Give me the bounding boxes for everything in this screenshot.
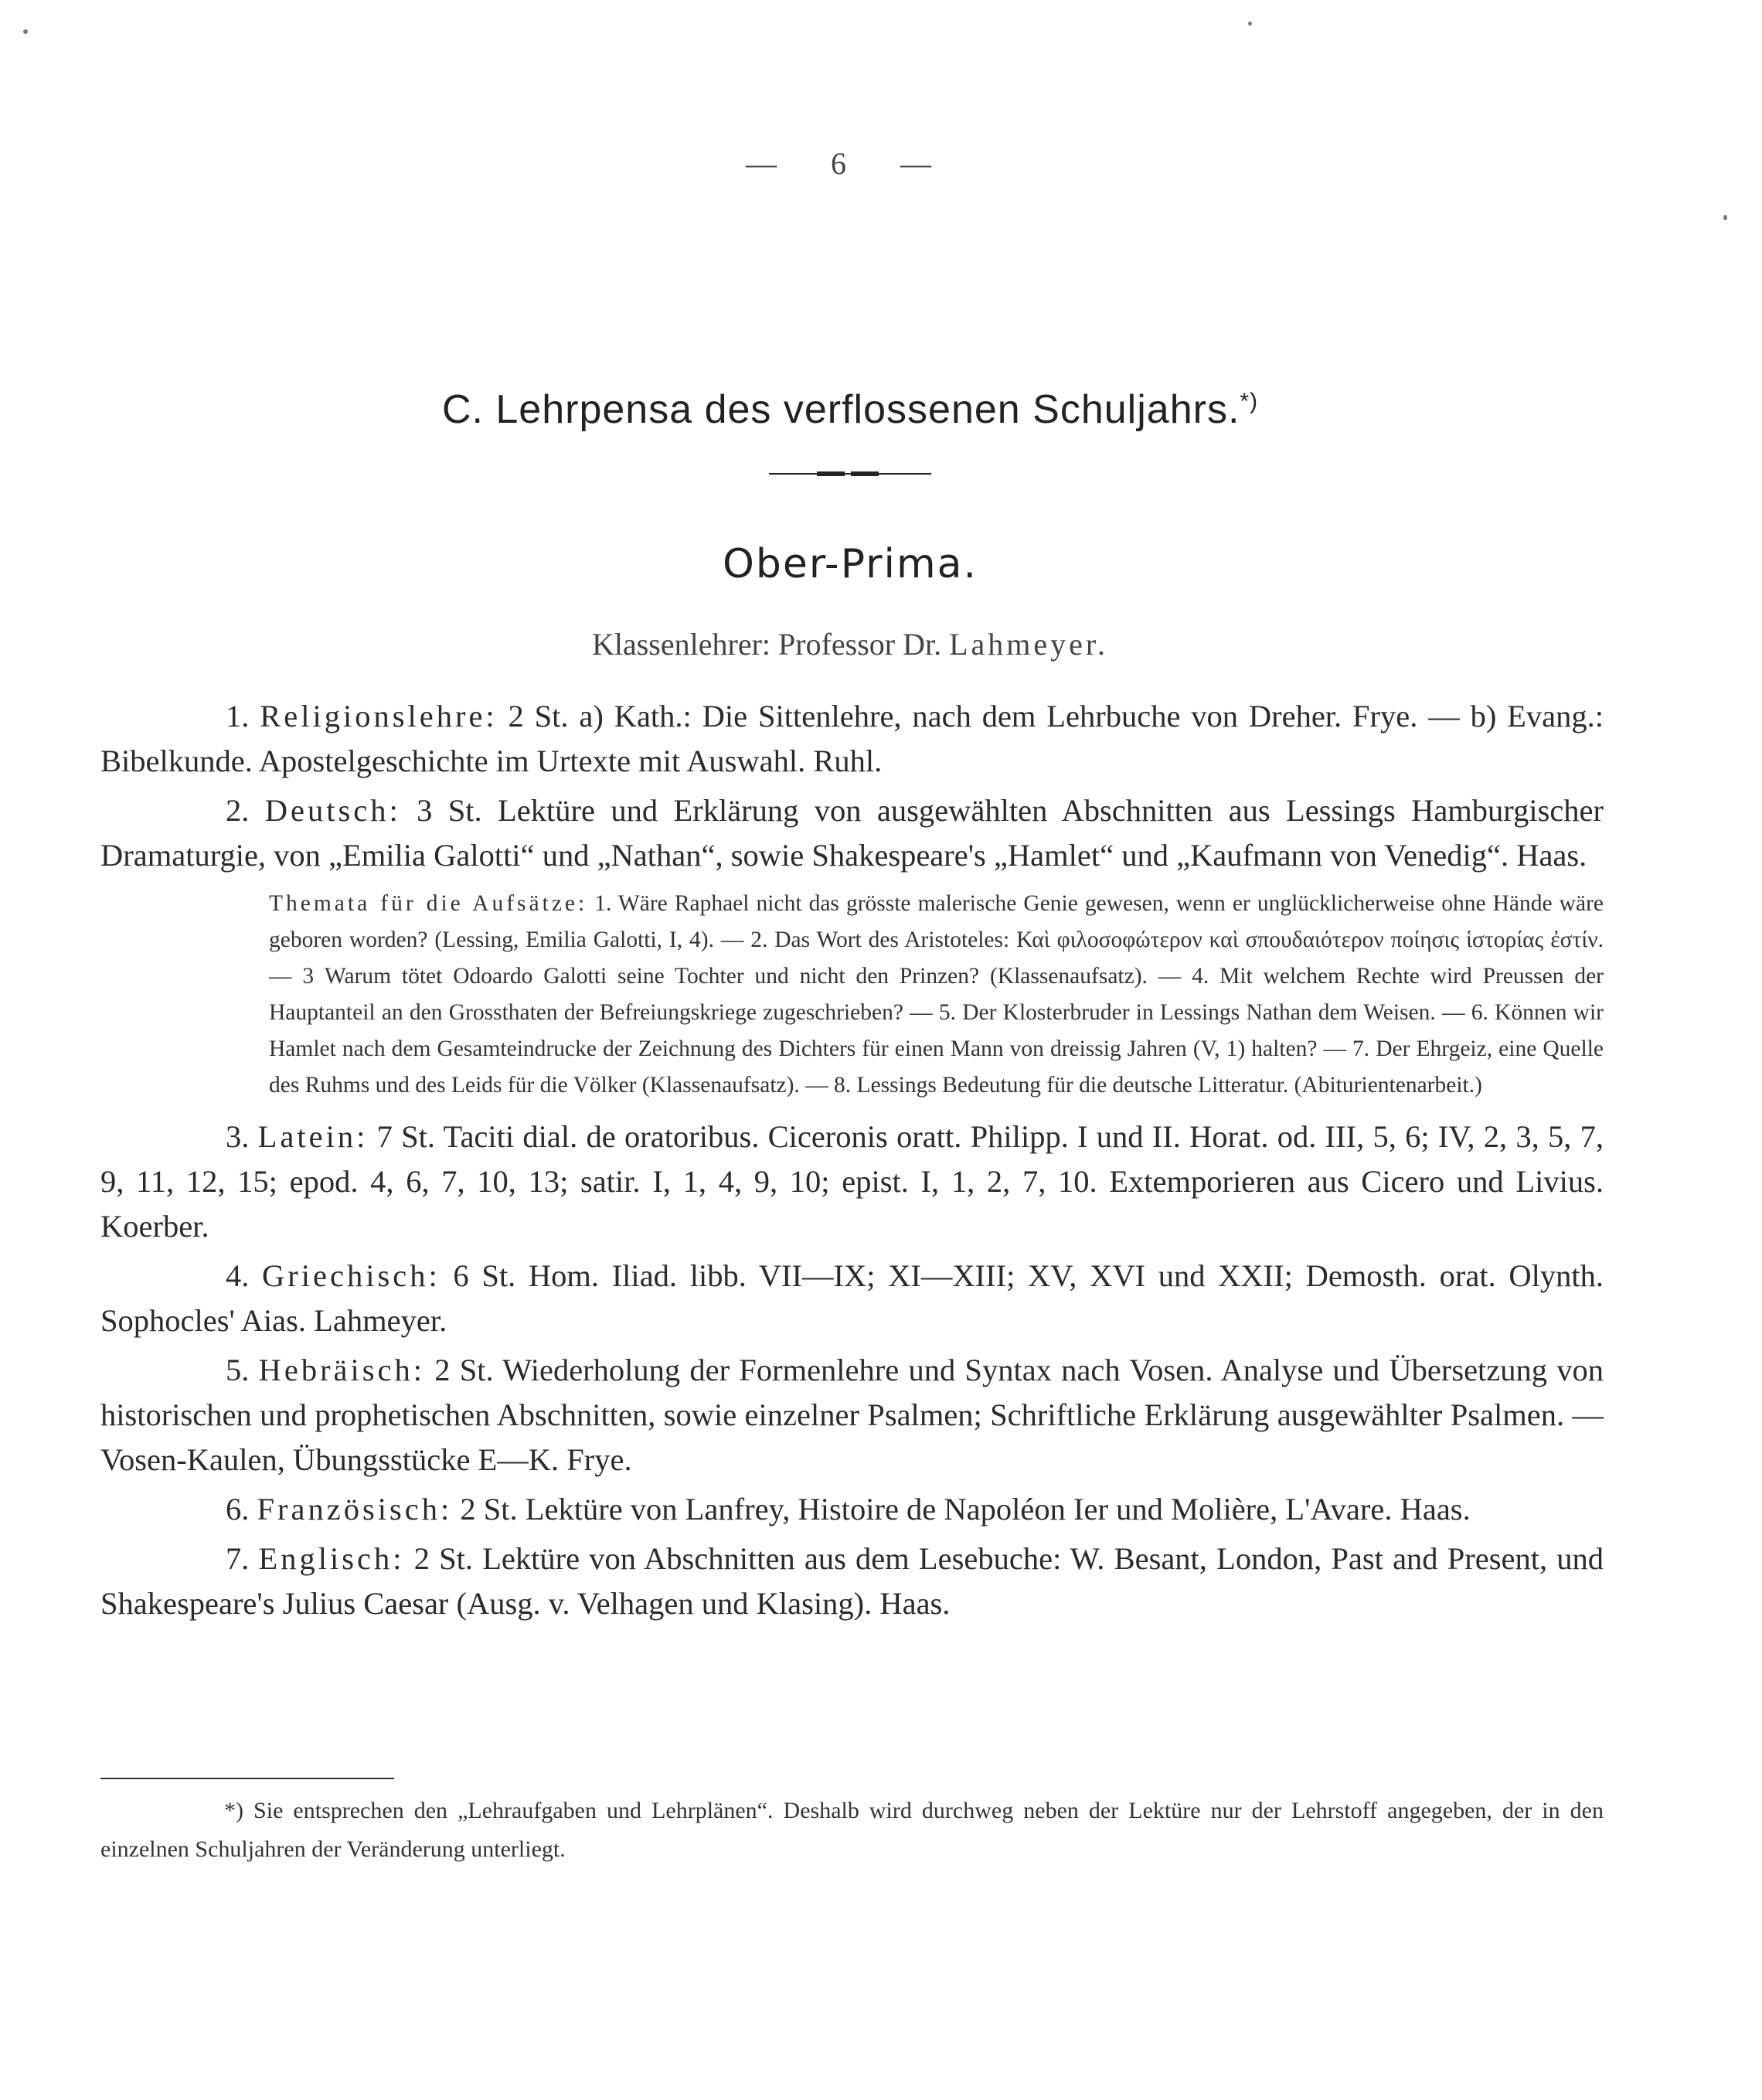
subject-name: Englisch: [258,1541,405,1576]
subject-name: Religionslehre: [260,699,498,733]
subject-paragraph-hebraeisch: 5. Hebräisch: 2 St. Wiederholung der Formenlehre und Syntax nach Vosen. Analyse und Übersetzung von historischen und prophetischen Abschnitten, sowie einzelner Psalmen; Schriftliche Erklärung ausgewählter Psalmen. — Vosen-Kaulen, Übungsstücke E—K. Frye. [100,1353,1604,1477]
subject-name: Griechisch: [262,1258,440,1293]
subject-paragraph-deutsch: 2. Deutsch: 3 St. Lektüre und Erklärung von ausgewählten Abschnitten aus Lessings Hamburgischer Dramaturgie, von „Emilia Galotti“ und „Nathan“, sowie Shakespeare's „Hamlet“ und „Kaufmann von Venedig“. Haas. [100,793,1604,873]
teacher-name: Lahmeyer. [949,627,1109,662]
subject-paragraph-franzoesisch: 6. Französisch: 2 St. Lektüre von Lanfrey, Histoire de Napoléon Ier und Molière, L'Avare. Haas. [226,1492,1471,1526]
subject-text: 6 St. Hom. Iliad. libb. VII—IX; XI—XIII; XV, XVI und XXII; Demosth. orat. Olynth. Sophocles' Aias. Lahmeyer. [100,1258,1604,1338]
subject-paragraph-englisch: 7. Englisch: 2 St. Lektüre von Abschnitten aus dem Lesebuche: W. Besant, London, Past and Present, und Shakespeare's Julius Caesar (Ausg. v. Velhagen und Klasing). Haas. [100,1541,1604,1621]
themata-text: 1. Wäre Raphael nicht das grösste malerische Genie gewesen, wenn er unglücklicherweise ohne Hände wäre geboren worden? (Lessing, Emilia Galotti, I, 4). — 2. Das Wort des Aristoteles: Καὶ φιλοσοφώτερον καὶ σπουδαιότερον ποίησις ἱστορίας ἐστίν. — 3 Warum tötet Odoardo Galotti seine Tochter und nicht den Prinzen? (Klassenaufsatz). — 4. Mit welchem Rechte wird Preussen der Hauptanteil an den Grossthaten der Befreiungskriege zugeschrieben? — 5. Der Klosterbruder in Lessings Nathan dem Weisen. — 6. Können wir Hamlet nach dem Gesamteindrucke der Zeichnung des Dichters für einen Mann von dreissig Jahren (V, 1) halten? — 7. Der Ehrgeiz, eine Quelle des Ruhms und des Leids für die Völker (Klassenaufsatz). — 8. Lessings Bedeutung für die deutsche Litteratur. (Abiturientenarbeit.) [269,891,1604,1098]
page-number: — 6 — [746,146,954,181]
footnote [100,1792,1604,1869]
heading-footnote-mark: *) [1240,389,1259,414]
subject-text: 3 St. Lektüre und Erklärung von ausgewählten Abschnitten aus Lessings Hamburgischer Dramaturgie, von „Emilia Galotti“ und „Nathan“, sowie Shakespeare's „Hamlet“ und „Kaufmann von Venedig“. Haas. [100,793,1604,873]
subject-name: Französisch: [257,1492,453,1526]
subject-name: Hebräisch: [258,1353,426,1387]
heading-text: C. Lehrpensa des verflossenen Schuljahrs. [441,387,1240,432]
subject-name: Latein: [257,1119,369,1154]
scan-speck [23,29,28,34]
footnote-text: Sie entsprechen den „Lehraufgaben und Lehrplänen“. Deshalb wird durchweg neben der Lektüre nur der Lehrstoff angegeben, der in den einzelnen Schuljahren der Veränderung unterliegt. [100,1798,1604,1862]
subject-text: 2 St. a) Kath.: Die Sittenlehre, nach dem Lehrbuche von Dreher. Frye. — b) Evang.: Bibelkunde. Apostelgeschichte im Urtexte mit Auswahl. Ruhl. [100,699,1604,778]
subject-text: 2 St. Lektüre von Lanfrey, Histoire de Napoléon Ier und Molière, L'Avare. Haas. [460,1492,1471,1526]
class-title: Ober-Prima. [722,541,978,587]
section-heading [0,386,1700,433]
heading-ornament [769,471,931,476]
teacher-label: Klassenlehrer: Professor Dr. [591,627,942,662]
class-teacher-line [0,626,1700,662]
subject-text: 2 St. Wiederholung der Formenlehre und Syntax nach Vosen. Analyse und Übersetzung von historischen und prophetischen Abschnitten, sowie einzelner Psalmen; Schriftliche Erklärung ausgewählter Psalmen. — Vosen-Kaulen, Übungsstücke E—K. Frye. [100,1353,1604,1477]
scan-speck [1248,22,1252,26]
themata-label: Themata für die Aufsätze: [269,891,588,916]
scan-speck [1723,215,1727,220]
subject-name: Deutsch: [264,793,401,828]
footnote-rule [100,1778,394,1779]
subject-paragraph-religion: 1. Religionslehre: 2 St. a) Kath.: Die Sittenlehre, nach dem Lehrbuche von Dreher. Frye. — b) Evang.: Bibelkunde. Apostelgeschichte im Urtexte mit Auswahl. Ruhl. [100,699,1604,778]
subject-text: 2 St. Lektüre von Abschnitten aus dem Lesebuche: W. Besant, London, Past and Present, und Shakespeare's Julius Caesar (Ausg. v. Velhagen und Klasing). Haas. [100,1541,1604,1621]
body-text [100,694,1604,1626]
subject-text: 7 St. Taciti dial. de oratoribus. Ciceronis oratt. Philipp. I und II. Horat. od. III, 5, 6; IV, 2, 3, 5, 7, 9, 11, 12, 15; epod. 4, 6, 7, 10, 13; satir. I, 1, 4, 9, 10; epist. I, 1, 2, 7, 10. Extemporieren aus Cicero und Livius. Koerber. [100,1119,1604,1244]
essay-topics [269,886,1604,1104]
subject-paragraph-griechisch: 4. Griechisch: 6 St. Hom. Iliad. libb. VII—IX; XI—XIII; XV, XVI und XXII; Demosth. orat. Olynth. Sophocles' Aias. Lahmeyer. [100,1258,1604,1338]
footnote-mark: *) [224,1798,243,1823]
subject-paragraph-latein: 3. Latein: 7 St. Taciti dial. de oratoribus. Ciceronis oratt. Philipp. I und II. Horat. od. III, 5, 6; IV, 2, 3, 5, 7, 9, 11, 12, 15; epod. 4, 6, 7, 10, 13; satir. I, 1, 4, 9, 10; epist. I, 1, 2, 7, 10. Extemporieren aus Cicero und Livius. Koerber. [100,1119,1604,1244]
